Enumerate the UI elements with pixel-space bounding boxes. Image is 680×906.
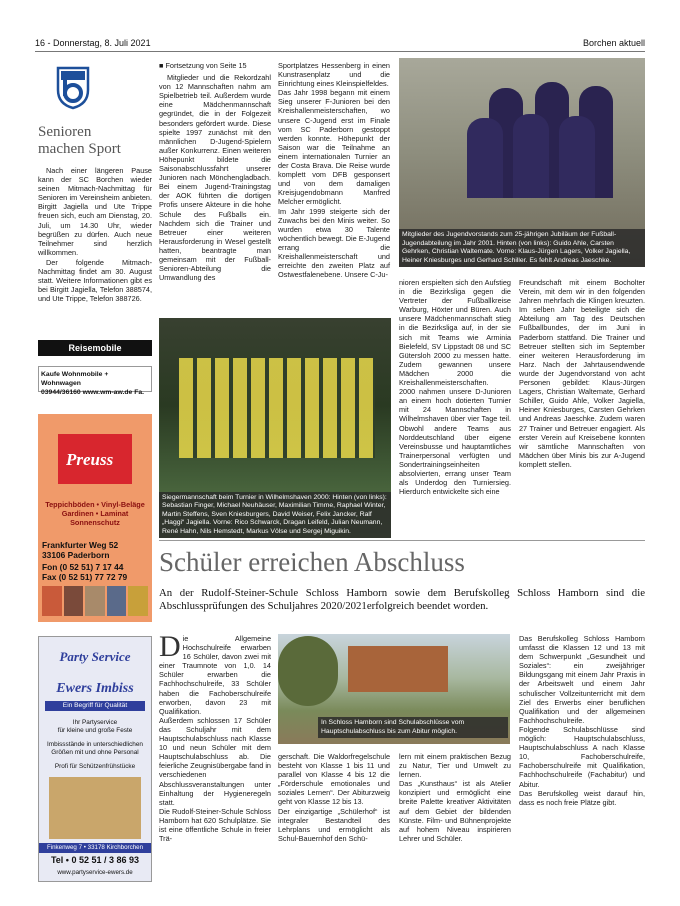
preuss-products: Teppichböden • Vinyl-Beläge Gardinen • Laminat Sonnenschutz bbox=[45, 500, 145, 527]
ewers-slogan: Ein Begriff für Qualität bbox=[45, 701, 145, 711]
preuss-logo-block bbox=[58, 434, 132, 484]
preuss-fax: Fax (0 52 51) 77 72 79 bbox=[42, 572, 128, 582]
wohnmobile-ad: Kaufe Wohnmobile + Wohnwagen 03944/36160 www.wm-aw.de Fa. bbox=[38, 366, 152, 392]
tree bbox=[278, 636, 338, 706]
board-photo-caption: Mitglieder des Jugendvorstands zum 25-jährigen Jubiläum der Fußball-Jugendabteilung im Jahr 2001. Hinten (von links): Guido Ahle, Carsten Gehrken, Christian Waltemate. Vorne: Klaus-Jürgen Lagers, Volker Jagiella, Heiner Kniesburges und Gerhard Schiller. Es fehlt Andreas Jaeschke. bbox=[399, 229, 645, 267]
ewers-food-image bbox=[49, 777, 141, 839]
school-col-2: gerschaft. Die Waldorfregelschule besteht von Klasse 1 bis 11 und parallel von Klasse 4 bis 12 die „Förderschule emotionales und soziales Lernen“. Der Abiturzweig geht von Klasse 12 bis 13. Der einzigartige „Schülerhof“ ist integraler Bestandteil des Lehrplans und ermöglicht als Schul-Bauernhof den Schü- bbox=[278, 752, 390, 843]
ewers-service-1: Ihr Partyservice für kleine und große Feste bbox=[57, 719, 133, 734]
dropcap: D bbox=[159, 630, 181, 663]
ewers-party-service: Party Service bbox=[59, 649, 131, 664]
team-players bbox=[179, 358, 375, 458]
article-divider bbox=[159, 540, 645, 541]
vinyl-icon bbox=[64, 586, 84, 616]
ewers-service-3: Profi für Schützenfrühstücke bbox=[54, 763, 136, 770]
sport-text-col1: Mitglieder und die Rekordzahl von 12 Mannschaften nahm am Spielbetrieb teil. Außerdem wurde eine Mädchenmannschaft gegründet, die in der Folgezeit besonders gefördert wurde. Diese spielte 1997 zunächst mit den männlichen D-Jugend-Spielern außer Konkurrenz. Einen weiteren Höhepunkt bildete die Saisonabschlussfahrt unserer Junioren nach Mönchengladbach. Bei einem Jugend-Trainingstag der AOK führten die dortigen Profis unsere Akteure in die hohe Schule des Fußballs ein. Nachdem sich die Trainer und Betreuer einer weiteren Herausforderung in Wesel gestellt hatten, beantragte man gemeinsam mit der Fußball-Senioren-Abteilung die Umwandlung des bbox=[159, 73, 271, 283]
ewers-name: Ewers Imbiss bbox=[56, 681, 134, 696]
curtain-icon bbox=[85, 586, 105, 616]
school-building bbox=[348, 646, 448, 692]
preuss-address: Frankfurter Weg 52 33106 Paderborn bbox=[42, 540, 119, 560]
school-text-col1: ie Allgemeine Hochschulreife erwarben 16 Schüler, davon zwei mit einer Traumnote von 1,0. 14 Schüler erwarben die Fachhochschulreife, 33 Schüler haben die Fachoberschulreife erworben, davon 23 mit Qualifikation. Außerdem schlossen 17 Schüler das Schuljahr mit dem Hauptschulabschluss nach Klasse 10 und neun Schüler mit dem Hauptschulabschluss ab. Die feierliche Zeugnisübergabe fand in verschiedenen Abschlussveranstaltungen unter Einhaltung der Hygieneregeln statt. Die Rudolf-Steiner-Schule Schloss Hamborn hat 620 Schulplätze. Sie ist eine öffentliche Schule in freier Trä- bbox=[159, 634, 271, 844]
ewers-service-2: Imbissstände in unterschiedlichen Größen mit und ohne Personal bbox=[47, 741, 143, 756]
sport-col-3: nioren erspielten sich den Aufstieg in die Bezirksliga gegen die Vertreter der Fußballkreise Warburg, Höxter und Büren. Auch unsere Mädchenmannschaft stieg in die Bezirksliga auf, in der sie sich mit Teams wie Arminia Bielefeld, SV Lippstadt 08 und SC Gütersloh 2000 zu messen hatte. Zudem gewannen unsere Mädchen 2000 die Kreishallenmeisterschaften. 2000 nahmen unsere D-Junioren an einem hoch dotierten Turnier mit 24 Mannschaften in Wilhelmshaven über vier Tage teil. Obwohl andere Teams aus Norddeutschland über eigene Vereinsbusse und hauptamtliches Trainerpersonal verfügten und Sondertrainingseinheiten absolvierten, errang unser Team als Underdog den Turniersieg. Hierdurch entwickelte sich eine bbox=[399, 278, 511, 497]
page-header bbox=[35, 38, 645, 52]
preuss-product-icons bbox=[42, 586, 148, 616]
school-photo bbox=[278, 634, 510, 744]
carpet-icon bbox=[42, 586, 62, 616]
school-lead: An der Rudolf-Steiner-Schule Schloss Hamborn sowie dem Berufskolleg Schloss Hamborn sind die Abschlussprüfungen des Schuljahres 2020/2021erfolgreich beendet worden. bbox=[159, 587, 645, 613]
ewers-tel: Tel • 0 52 51 / 3 86 93 bbox=[50, 855, 140, 865]
preuss-ad bbox=[38, 414, 152, 622]
sunshade-icon bbox=[128, 586, 148, 616]
club-article bbox=[38, 166, 152, 304]
preuss-logo: Preuss bbox=[66, 450, 114, 469]
team-photo bbox=[159, 318, 391, 538]
board-photo bbox=[399, 58, 645, 267]
sport-col-1 bbox=[159, 61, 271, 283]
preuss-phone: Fon (0 52 51) 7 17 44 bbox=[42, 562, 124, 572]
team-photo-caption: Siegermannschaft beim Turnier in Wilhelmshaven 2000: Hinten (von links): Sebastian Finger, Michael Neuhäuser, Maximilian Timme, Raphael Winter, Martin Steffens, Sven Kniesburgers, David Weiser, Felix Jancker, Ralf „Haggi“ Jagiella. Vorne: Rico Schwarck, Dragan Leifeld, Julian Neumann, René Hahn, Nils Hemstedt, Markus Völse und Sergej Miguikin. bbox=[159, 492, 391, 538]
club-headline: Senioren machen Sport bbox=[38, 124, 121, 157]
sc-borchen-logo-icon bbox=[50, 64, 96, 110]
club-text-2: Der folgende Mitmach-Nachmittag findet am 30. August statt. Weitere Informationen gibt es bei Birgitt Jagiella, Telefon 388574, und Ute Trippe, Telefon 388726. bbox=[38, 257, 152, 304]
section-name: Borchen aktuell bbox=[582, 38, 645, 48]
reisemobile-label: Reisemobile bbox=[38, 340, 152, 356]
ewers-web: www.partyservice-ewers.de bbox=[57, 869, 133, 876]
school-col-1 bbox=[159, 630, 271, 844]
ewers-address: Finkenweg 7 • 33178 Kirchborchen bbox=[39, 843, 151, 853]
ewers-ad bbox=[38, 636, 152, 882]
sport-col-4: Freundschaft mit einem Bocholter Verein, mit dem wir in den folgenden Jahren mehrfach die Klingen kreuzten. Im selben Jahr beteiligte sich die Abteilung am Tag des Deutschen Fußballbundes, der im Juni in Paderborn stattfand. Die Trainer und Betreuer stellten sich im September einer weiteren Herausforderung im Harz. Nach der Jahrtausendwende wurde der Jugendvorstand von acht Personen gebildet: Klaus-Jürgen Lagers, Christian Waltemate, Gerhard Schiller, Guido Ahle, Volker Jagiella, Heiner Kniesburges, Carsten Gehrken und Andreas Jaeschke. Zudem waren 27 Trainer und Betreuer engagiert. Als erster Verein auf Kreisebene konnten wir sämtliche Mannschaften von Mädchen über Minis bis zur A-Jugend komplett stellen. bbox=[519, 278, 645, 469]
square-bullet-icon: ■ bbox=[159, 61, 166, 70]
sport-col-2: Sportplatzes Hessenberg in einen Kunstrasenplatz und die Einrichtung eines Kleinspielfeldes. Das Jahr 1998 begann mit einem Sieg unserer F-Junioren bei den Kreishallenmeisterschaften, wo unsere C-Jugend erst im Finale vom SC Paderborn gestoppt werden konnte. Höhepunkt der Saison war die Teilnahme an einem internationalen Turnier an der Costa Brava. Die Reise wurde komplett vom DFB gesponsert und von dem damaligen Kreisjugendobmann Manfred Melcher ermöglicht. Im Jahr 1999 steigerte sich der Zuwachs bei den Minis weiter. So wurden etwa 30 Talente wöchentlich bewegt. Die E-Jugend errang die Kreishallenmeisterschaft und erreichte den zweiten Platz auf Ostwestfalenebene. Unsere C-Ju- bbox=[278, 61, 390, 280]
school-photo-caption: In Schloss Hamborn sind Schulabschlüsse vom Hauptschulabschluss bis zum Abitur möglich. bbox=[318, 717, 508, 738]
school-col-3: lern mit einem praktischen Bezug zu Natur, Tier und Umwelt zu lernen. Das „Kunsthaus“ ist als Atelier konzipiert und ermöglicht eine breite Palette kreativer Aktivitäten auf dem Gebiet der bildenden Künste. Film- und Bühnenprojekte auf hohem Niveau inspirieren Lehrer und Schüler. bbox=[399, 752, 511, 843]
page-info: 16 - Donnerstag, 8. Juli 2021 bbox=[35, 38, 151, 48]
school-headline: Schüler erreichen Abschluss bbox=[159, 547, 465, 577]
continued-note: Fortsetzung von Seite 15 bbox=[165, 61, 247, 70]
school-col-4: Das Berufskolleg Schloss Hamborn umfasst die Klassen 12 und 13 mit dem Schwerpunkt „Gesundheit und Soziales“: ein zweijähriger Bildungsgang mit einem Jahr Praxis in der Arbeitswelt und einem Jahr schulischer Vollzeitunterricht mit dem Ziel des Erwerbs einer beruflichen Qualifikation und der allgemeinen Fachhochschulreife. Folgende Schulabschlüsse sind möglich: Hauptschulabschluss, Hauptschulabschluss A nach Klasse 10, Fachoberschulreife, Fachoberschulreife mit Qualifikation, Fachhochschulreife (Fachabitur) und Abitur. Das Berufskolleg weist darauf hin, dass es noch freie Plätze gibt. bbox=[519, 634, 645, 807]
club-text-1: Nach einer längeren Pause kann der SC Borchen wieder seinen Mitmach-Nachmittag für Senioren im Vereinsheim anbieten. Birgitt Jagiella und Ute Trippe freuen sich, euch am Dienstag, 20. Juli, um 14.30 Uhr, wieder begrüßen zu dürfen. Auch neue Teilnehmer sind herzlich willkommen. bbox=[38, 166, 152, 257]
laminate-icon bbox=[107, 586, 127, 616]
board-members-group bbox=[467, 78, 617, 198]
